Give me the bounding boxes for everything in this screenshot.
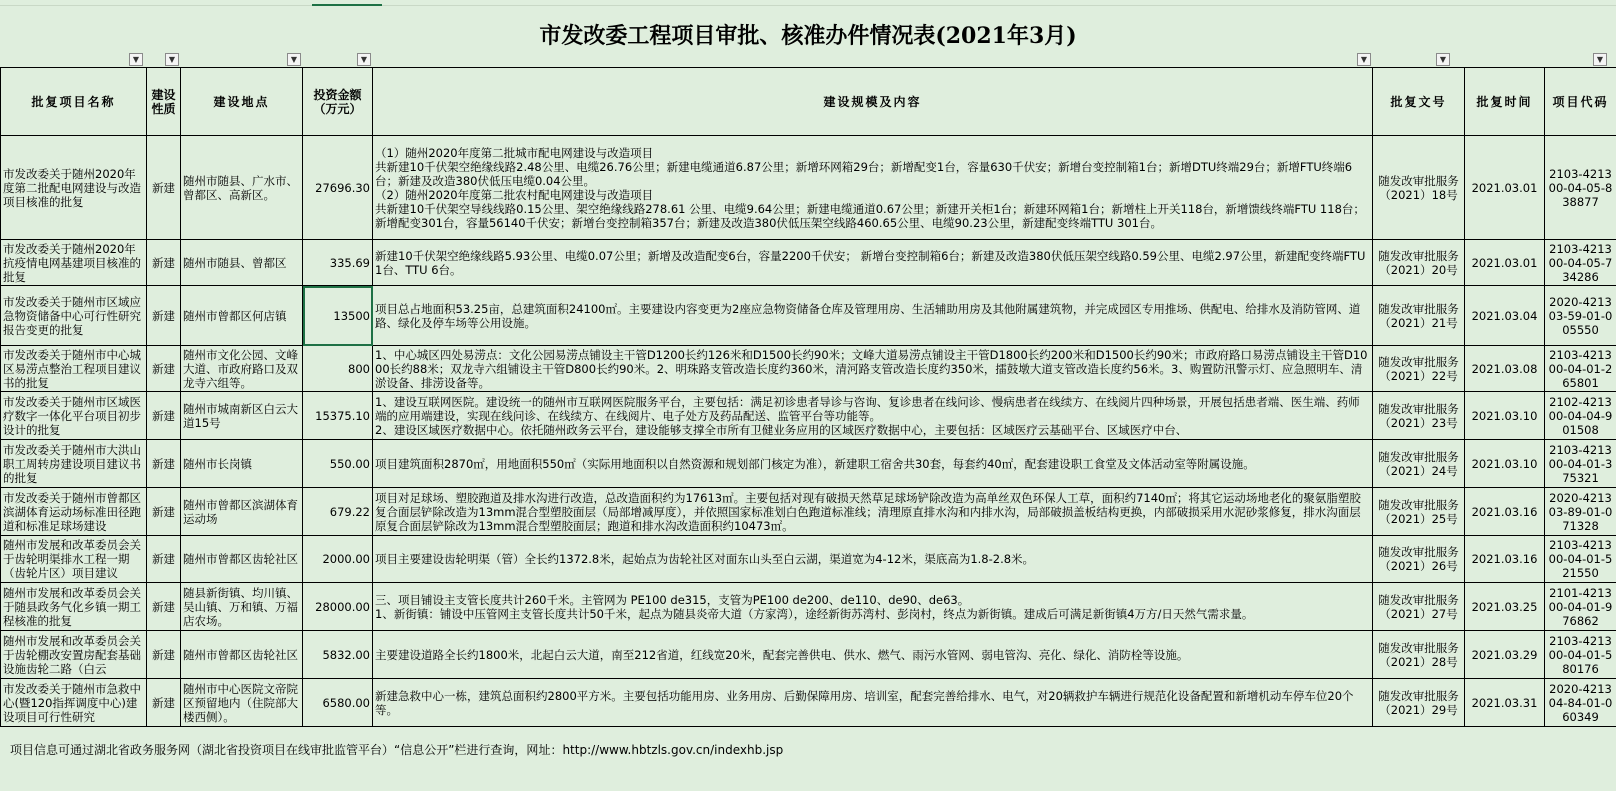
- header-nature[interactable]: 建设性质: [147, 68, 181, 136]
- table-row: [1, 286, 1616, 346]
- cell-scale[interactable]: 主要建设道路全长约1800米，北起白云大道，南至212省道，红线宽20米，配套完善供电、供水、燃气、雨污水管网、弱电管沟、亮化、绿化、消防栓等设施。: [373, 631, 1373, 679]
- cell-investment[interactable]: 800: [303, 346, 373, 392]
- cell-nature[interactable]: 新建: [147, 488, 181, 536]
- cell-location[interactable]: 随州市曾都区何店镇: [181, 286, 303, 346]
- cell-investment-selected[interactable]: 13500: [303, 286, 373, 346]
- cell-investment[interactable]: 550.00: [303, 440, 373, 488]
- cell-investment[interactable]: 27696.30: [303, 136, 373, 240]
- cell-doc[interactable]: 随发改审批服务（2021）27号: [1373, 583, 1465, 631]
- cell-location[interactable]: 随州市随县、曾都区: [181, 240, 303, 286]
- cell-doc[interactable]: 随发改审批服务（2021）21号: [1373, 286, 1465, 346]
- cell-investment[interactable]: 335.69: [303, 240, 373, 286]
- cell-doc[interactable]: 随发改审批服务（2021）23号: [1373, 392, 1465, 440]
- cell-code[interactable]: 2103-421300-04-05-838877: [1545, 136, 1616, 240]
- cell-investment[interactable]: 5832.00: [303, 631, 373, 679]
- cell-location[interactable]: 随州市随县、广水市、曾都区、高新区。: [181, 136, 303, 240]
- cell-scale[interactable]: 项目建筑面积2870㎡，用地面积550㎡（实际用地面积以自然资源和规划部门核定为准），新建职工宿舍共30套，每套约40㎡，配套建设职工食堂及文体活动室等附属设施。: [373, 440, 1373, 488]
- cell-code[interactable]: 2020-421303-89-01-071328: [1545, 488, 1616, 536]
- cell-doc[interactable]: 随发改审批服务（2021）18号: [1373, 136, 1465, 240]
- cell-nature[interactable]: 新建: [147, 286, 181, 346]
- cell-name[interactable]: 随州市发展和改革委员会关于齿轮棚改安置房配套基础设施齿轮二路（白云: [1, 631, 147, 679]
- filter-dropdown-icon[interactable]: ▼: [165, 53, 179, 66]
- cell-nature[interactable]: 新建: [147, 631, 181, 679]
- header-doc[interactable]: 批复文号: [1373, 68, 1465, 136]
- filter-dropdown-icon[interactable]: ▼: [1593, 53, 1607, 66]
- header-scale[interactable]: 建设规模及内容: [373, 68, 1373, 136]
- cell-location[interactable]: 随州市长岗镇: [181, 440, 303, 488]
- cell-location[interactable]: 随州市曾都区齿轮社区: [181, 536, 303, 583]
- cell-name[interactable]: 随州市发展和改革委员会关于齿轮明渠排水工程一期（齿轮片区）项目建议: [1, 536, 147, 583]
- cell-code[interactable]: 2103-421300-04-01-580176: [1545, 631, 1616, 679]
- cell-name[interactable]: 市发改委关于随州市大洪山职工周转房建设项目建议书的批复: [1, 440, 147, 488]
- cell-scale[interactable]: 1、建设互联网医院。建设统一的随州市互联网医院服务平台，主要包括：满足初诊患者导诊与咨询、复诊患者在线问诊、慢病患者在线续方、在线阅片四种场景，开展包括患者端、医生端、药师端的应用端建设，实现在线问诊、在线续方、在线阅片、电子处方及药品配送、监管平台等功能等。 2、建设区域医疗数据中心。依托随州政务云平台，建设能够支撑全市所有卫健业务应用的区域医疗数据中心，主要包括：区域医疗云基础平台、区域医疗中台、: [373, 392, 1373, 440]
- cell-doc[interactable]: 随发改审批服务（2021）24号: [1373, 440, 1465, 488]
- cell-investment[interactable]: 15375.10: [303, 392, 373, 440]
- header-name[interactable]: 批复项目名称: [1, 68, 147, 136]
- approval-table: [0, 67, 1616, 727]
- cell-doc[interactable]: 随发改审批服务（2021）22号: [1373, 346, 1465, 392]
- cell-doc[interactable]: 随发改审批服务（2021）20号: [1373, 240, 1465, 286]
- cell-code[interactable]: 2103-421300-04-01-375321: [1545, 440, 1616, 488]
- table-row: [1, 136, 1616, 240]
- cell-scale[interactable]: 项目对足球场、塑胶跑道及排水沟进行改造，总改造面积约为17613㎡。主要包括对现有破损天然草足球场铲除改造为高单丝双色环保人工草，面积约7140㎡；将其它运动场地老化的聚氨脂塑胶复合面层铲除改造为13mm混合型塑胶面层（局部增减厚度），并依照国家标准划白色跑道标准线；清理原直排水沟和内排水沟，局部破损盖板结构更换，内部破损采用水泥砂浆修复，排水沟面层原复合面层铲除改为13mm混合型塑胶面层；跑道和排水沟改造面积约10473㎡。: [373, 488, 1373, 536]
- header-location[interactable]: 建设地点: [181, 68, 303, 136]
- cell-investment[interactable]: 28000.00: [303, 583, 373, 631]
- table-row: [1, 536, 1616, 583]
- cell-name[interactable]: 市发改委关于随州2020年抗疫情电网基建项目核准的批复: [1, 240, 147, 286]
- cell-code[interactable]: 2103-421300-04-01-265801: [1545, 346, 1616, 392]
- cell-location[interactable]: 随州市城南新区白云大道15号: [181, 392, 303, 440]
- cell-code[interactable]: 2020-421304-84-01-060349: [1545, 679, 1616, 727]
- cell-nature[interactable]: 新建: [147, 240, 181, 286]
- footer-note: 项目信息可通过湖北省政务服务网（湖北省投资项目在线审批监管平台）“信息公开”栏进行查询，网址：http://www.hbtzls.gov.cn/indexhb.jsp: [10, 743, 784, 757]
- cell-name[interactable]: 市发改委关于随州市区域应急物资储备中心可行性研究报告变更的批复: [1, 286, 147, 346]
- cell-name[interactable]: 市发改委关于随州市曾都区滨湖体育运动场标准田径跑道和标准足球场建设: [1, 488, 147, 536]
- table-row: [1, 392, 1616, 440]
- cell-location[interactable]: 随州市文化公园、文峰大道、市政府路口及双龙寺六组等。: [181, 346, 303, 392]
- cell-scale[interactable]: （1）随州2020年度第二批城市配电网建设与改造项目 共新建10千伏架空绝缘线路2.48公里、电缆26.76公里；新建电缆通道6.87公里；新增环网箱29台；新增配变1台，容量630千伏安；新增台变控制箱1台；新增DTU终端29台；新增FTU终端6台；新建及改造380伏低压电缆0.04公里。 （2）随州2020年度第二批农村配电网建设与改造项目 共新建10千伏架空导线线路0.15公里、架空绝缘线路278.61 公里、电缆9.64公里；新建电缆通道0.67公里；新建开关柜1台；新建环网箱1台；新增柱上开关118台，新增馈线终端FTU 118台；新增配变301台，容量56140千伏安；新增台变控制箱357台；新建及改造380伏低压架空线路460.65公里、电缆90.23公里，新建配变终端TTU 301台。: [373, 136, 1373, 240]
- table-row: [1, 488, 1616, 536]
- cell-scale[interactable]: 新建10千伏架空绝缘线路5.93公里、电缆0.07公里；新增及改造配变6台，容量2200千伏安； 新增台变控制箱6台；新建及改造380伏低压架空线路0.59公里、电缆2.97公里，新建配变终端FTU 1台、TTU 6台。: [373, 240, 1373, 286]
- cell-date[interactable]: 2021.03.16: [1465, 488, 1545, 536]
- cell-investment[interactable]: 6580.00: [303, 679, 373, 727]
- cell-nature[interactable]: 新建: [147, 536, 181, 583]
- cell-scale[interactable]: 项目总占地面积53.25亩，总建筑面积24100㎡。主要建设内容变更为2座应急物资储备仓库及管理用房、生活辅助用房及其他附属建筑物，并完成园区专用推场、供配电、给排水及消防管网、道路、绿化及停车场等公用设施。: [373, 286, 1373, 346]
- cell-date[interactable]: 2021.03.25: [1465, 583, 1545, 631]
- cell-code[interactable]: 2101-421300-04-01-976862: [1545, 583, 1616, 631]
- cell-code[interactable]: 2103-421300-04-05-734286: [1545, 240, 1616, 286]
- cell-doc[interactable]: 随发改审批服务（2021）25号: [1373, 488, 1465, 536]
- cell-date[interactable]: 2021.03.10: [1465, 440, 1545, 488]
- table-row: [1, 583, 1616, 631]
- cell-date[interactable]: 2021.03.01: [1465, 136, 1545, 240]
- cell-scale[interactable]: 1、中心城区四处易涝点：文化公园易涝点铺设主干管D1200长约126米和D1500长约90米；文峰大道易涝点铺设主干管D1800长约200米和D1500长约90米；市政府路口易涝点铺设主干管D1000长约88米；双龙寺六组铺设主干管D800长约90米。2、明珠路支管改造长度约360米，清河路支管改造长度约350米，擂鼓墩大道支管改造长度约56米。3、购置防汛警示灯、应急照明车、清淤设备、排涝设备等。: [373, 346, 1373, 392]
- cell-date[interactable]: 2021.03.31: [1465, 679, 1545, 727]
- column-header-strip: [0, 0, 1616, 6]
- filter-dropdown-icon[interactable]: ▼: [1357, 53, 1371, 66]
- cell-name[interactable]: 市发改委关于随州市区域医疗数字一体化平台项目初步设计的批复: [1, 392, 147, 440]
- filter-dropdown-icon[interactable]: ▼: [129, 53, 143, 66]
- sheet-title: 市发改委工程项目审批、核准办件情况表(2021年3月): [539, 22, 1077, 49]
- cell-code[interactable]: 2103-421300-04-01-521550: [1545, 536, 1616, 583]
- filter-dropdown-icon[interactable]: ▼: [357, 53, 371, 66]
- cell-nature[interactable]: 新建: [147, 440, 181, 488]
- cell-date[interactable]: 2021.03.01: [1465, 240, 1545, 286]
- selected-column-indicator: [312, 0, 382, 6]
- cell-scale[interactable]: 三、项目铺设主支管长度共计260千米。主管网为 PE100 de315，支管为PE100 de200、de110、de90、de63。 1、新街镇：铺设中压管网主支管长度共计50千米，起点为随县炎帝大道（方家湾），途经新街苏湾村、彭岗村，终点为新街镇。建成后可满足新街镇4万方/日天然气需求量。: [373, 583, 1373, 631]
- cell-location[interactable]: 随州市曾都区滨湖体育运动场: [181, 488, 303, 536]
- header-date[interactable]: 批复时间: [1465, 68, 1545, 136]
- cell-nature[interactable]: 新建: [147, 679, 181, 727]
- table-row: [1, 240, 1616, 286]
- table-row: [1, 346, 1616, 392]
- cell-name[interactable]: 市发改委关于随州2020年度第二批配电网建设与改造项目核准的批复: [1, 136, 147, 240]
- cell-date[interactable]: 2021.03.29: [1465, 631, 1545, 679]
- cell-code[interactable]: 2102-421300-04-04-901508: [1545, 392, 1616, 440]
- table-header-row: [1, 68, 1616, 136]
- cell-doc[interactable]: 随发改审批服务（2021）29号: [1373, 679, 1465, 727]
- cell-doc[interactable]: 随发改审批服务（2021）28号: [1373, 631, 1465, 679]
- cell-location[interactable]: 随州市中心医院文帝院区预留地内（住院部大楼西侧）。: [181, 679, 303, 727]
- cell-nature[interactable]: 新建: [147, 583, 181, 631]
- cell-date[interactable]: 2021.03.16: [1465, 536, 1545, 583]
- cell-date[interactable]: 2021.03.08: [1465, 346, 1545, 392]
- cell-doc[interactable]: 随发改审批服务（2021）26号: [1373, 536, 1465, 583]
- filter-dropdown-icon[interactable]: ▼: [1436, 53, 1450, 66]
- cell-location[interactable]: 随县新街镇、均川镇、吴山镇、万和镇、万福店农场。: [181, 583, 303, 631]
- table-row: [1, 440, 1616, 488]
- header-investment[interactable]: 投资金额（万元）: [303, 68, 373, 136]
- cell-name[interactable]: 随州市发展和改革委员会关于随县政务气化乡镇一期工程核准的批复: [1, 583, 147, 631]
- filter-dropdown-icon[interactable]: ▼: [287, 53, 301, 66]
- cell-scale[interactable]: 项目主要建设齿轮明渠（管）全长约1372.8米，起始点为齿轮社区对面东山头至白云湖，渠道宽为4-12米，渠底高为1.8-2.8米。: [373, 536, 1373, 583]
- cell-date[interactable]: 2021.03.10: [1465, 392, 1545, 440]
- cell-nature[interactable]: 新建: [147, 346, 181, 392]
- cell-date[interactable]: 2021.03.04: [1465, 286, 1545, 346]
- cell-investment[interactable]: 2000.00: [303, 536, 373, 583]
- cell-location[interactable]: 随州市曾都区齿轮社区: [181, 631, 303, 679]
- cell-nature[interactable]: 新建: [147, 136, 181, 240]
- header-code[interactable]: 项目代码: [1545, 68, 1616, 136]
- cell-investment[interactable]: 679.22: [303, 488, 373, 536]
- cell-nature[interactable]: 新建: [147, 392, 181, 440]
- cell-name[interactable]: 市发改委关于随州市急救中心(暨120指挥调度中心)建设项目可行性研究: [1, 679, 147, 727]
- table-row: [1, 631, 1616, 679]
- cell-code[interactable]: 2020-421303-59-01-005550: [1545, 286, 1616, 346]
- cell-name[interactable]: 市发改委关于随州市中心城区易涝点整治工程项目建议书的批复: [1, 346, 147, 392]
- cell-scale[interactable]: 新建急救中心一栋，建筑总面积约2800平方米。主要包括功能用房、业务用房、后勤保障用房、培训室，配套完善给排水、电气，对20辆救护车辆进行规范化设备配置和新增机动车停车位20个等。: [373, 679, 1373, 727]
- table-row: [1, 679, 1616, 727]
